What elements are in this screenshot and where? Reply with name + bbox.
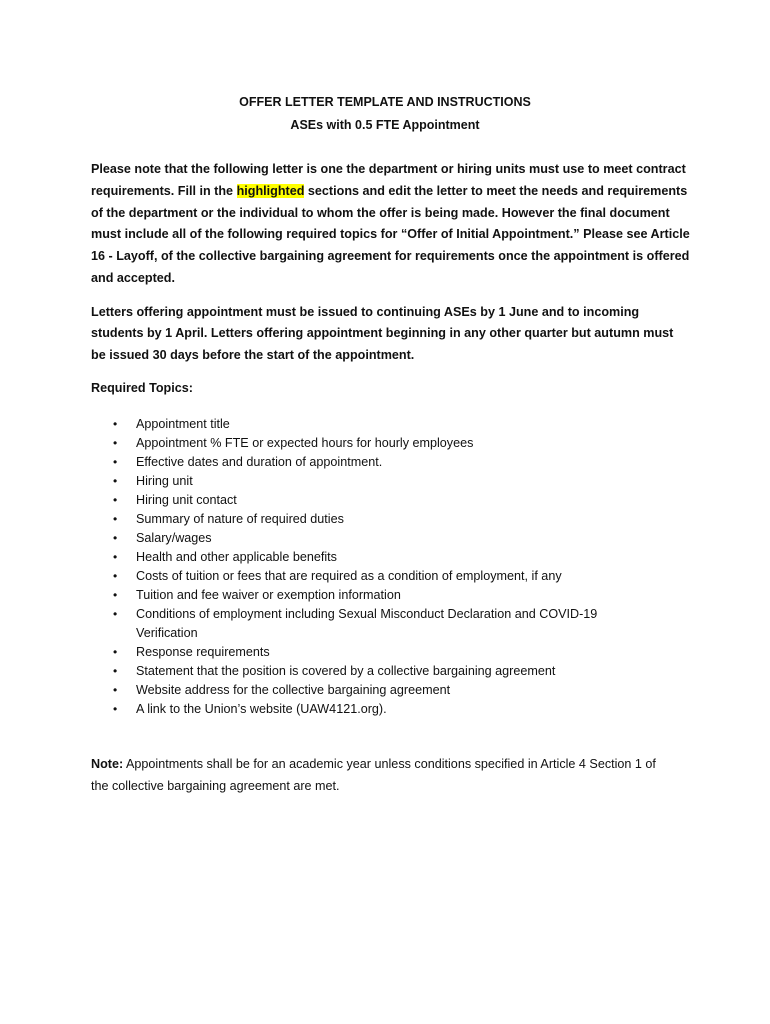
intro-text-end: sections and edit the letter to meet the needs and requirements of the department or the individual to whom the offer is being made. However the final document must include all of the following required topics for “Offer of Initial Appointment.” Please see Article 16 - Layoff, of the collective bargaining agreement for requirements once the appointment is offered and accepted. bbox=[91, 183, 690, 285]
list-item bbox=[91, 453, 651, 472]
topic-text: Appointment % FTE or expected hours for hourly employees bbox=[136, 436, 474, 450]
bullet-icon: • bbox=[113, 569, 118, 583]
bullet-icon: • bbox=[113, 645, 118, 659]
topic-text: Conditions of employment including Sexual Misconduct Declaration and COVID-19 Verification bbox=[136, 607, 598, 640]
list-item bbox=[91, 415, 651, 434]
document-subtitle: ASEs with 0.5 FTE Appointment bbox=[290, 118, 480, 132]
topic-text: Statement that the position is covered by a collective bargaining agreement bbox=[136, 664, 556, 678]
list-item bbox=[91, 681, 651, 700]
intro-paragraph bbox=[91, 159, 691, 290]
note-label: Note: bbox=[91, 757, 124, 771]
bullet-icon: • bbox=[113, 588, 118, 602]
topic-text: Tuition and fee waiver or exemption information bbox=[136, 588, 401, 602]
note-text: Appointments shall be for an academic year unless conditions specified in Article 4 Section 1 of the collective bargaining agreement are met. bbox=[91, 757, 656, 793]
list-item bbox=[91, 586, 651, 605]
document-title: OFFER LETTER TEMPLATE AND INSTRUCTIONS bbox=[239, 95, 531, 109]
bullet-icon: • bbox=[113, 531, 118, 545]
topic-text: Costs of tuition or fees that are required as a condition of employment, if any bbox=[136, 569, 562, 583]
deadlines-paragraph: Letters offering appointment must be issued to continuing ASEs by 1 June and to incoming students by 1 April. Letters offering appointment beginning in any other quarter but autumn must be issued 30 days before the start of the appointment. bbox=[91, 305, 674, 362]
highlighted-word: highlighted bbox=[236, 183, 305, 198]
list-item bbox=[91, 643, 651, 662]
list-item bbox=[91, 491, 651, 510]
bullet-icon: • bbox=[113, 436, 118, 450]
topic-text: A link to the Union’s website (UAW4121.org). bbox=[136, 702, 387, 716]
topic-text: Hiring unit contact bbox=[136, 493, 237, 507]
required-topics-list bbox=[91, 415, 651, 719]
list-item bbox=[91, 605, 651, 643]
bullet-icon: • bbox=[113, 702, 118, 716]
bullet-icon: • bbox=[113, 683, 118, 697]
list-item bbox=[91, 567, 651, 586]
bullet-icon: • bbox=[113, 512, 118, 526]
intro-text-start: Please note that the following letter is one the department or hiring units must use to meet contract requirements. Fill in the bbox=[91, 162, 686, 198]
list-item bbox=[91, 529, 651, 548]
bullet-icon: • bbox=[113, 455, 118, 469]
topic-text: Effective dates and duration of appointment. bbox=[136, 455, 383, 469]
list-item bbox=[91, 434, 651, 453]
list-item bbox=[91, 548, 651, 567]
bullet-icon: • bbox=[113, 474, 118, 488]
bullet-icon: • bbox=[113, 493, 118, 507]
list-item bbox=[91, 510, 651, 529]
bullet-icon: • bbox=[113, 417, 118, 431]
list-item bbox=[91, 472, 651, 491]
topic-text: Summary of nature of required duties bbox=[136, 512, 344, 526]
bullet-icon: • bbox=[113, 607, 118, 621]
topic-text: Appointment title bbox=[136, 417, 230, 431]
bullet-icon: • bbox=[113, 550, 118, 564]
bullet-icon: • bbox=[113, 664, 118, 678]
topic-text: Health and other applicable benefits bbox=[136, 550, 337, 564]
topic-text: Response requirements bbox=[136, 645, 270, 659]
topic-text: Website address for the collective bargaining agreement bbox=[136, 683, 451, 697]
list-item bbox=[91, 700, 651, 719]
topic-text: Salary/wages bbox=[136, 531, 212, 545]
topic-text: Hiring unit bbox=[136, 474, 193, 488]
list-item bbox=[91, 662, 651, 681]
required-topics-heading: Required Topics: bbox=[91, 381, 193, 395]
note-paragraph bbox=[91, 754, 671, 797]
